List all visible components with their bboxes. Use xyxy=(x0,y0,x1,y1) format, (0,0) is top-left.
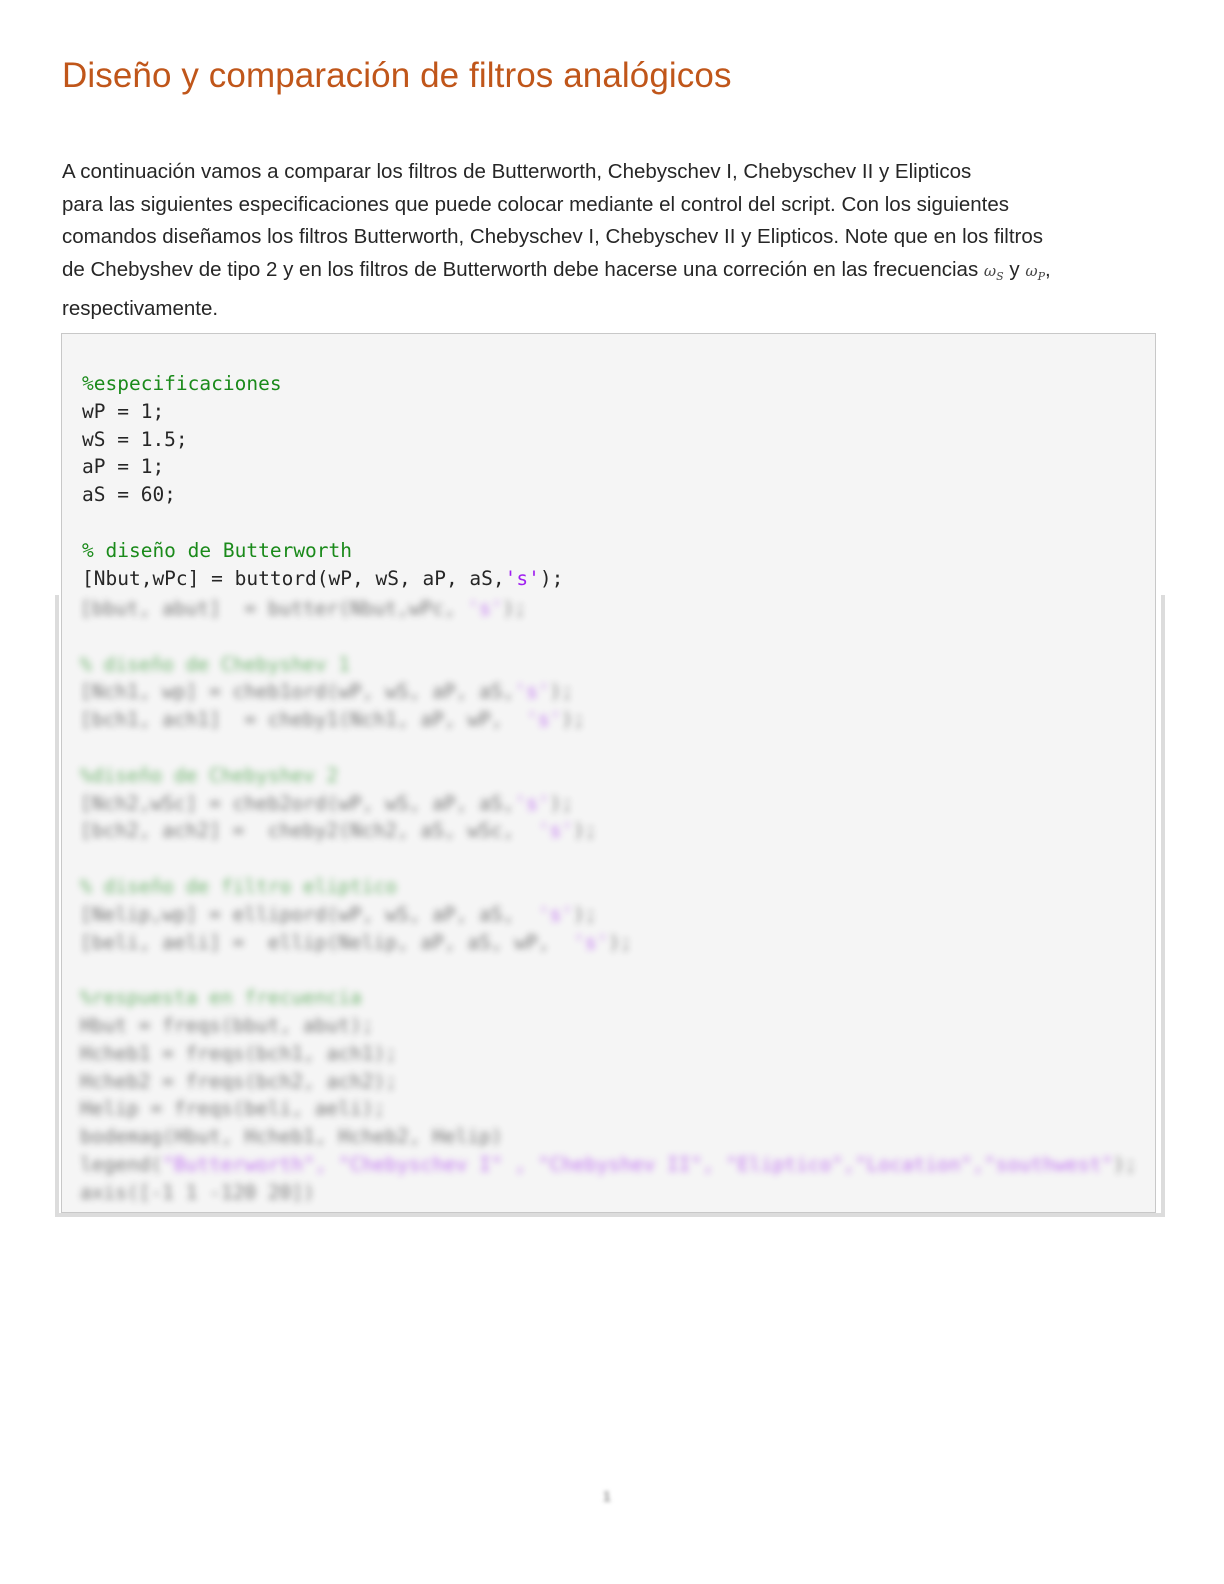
omega-s-symbol: $\omega_S$ xyxy=(983,261,1004,283)
code-line: bodemag(Hbut, Hcheb1, Hcheb2, Helip) xyxy=(80,1125,503,1149)
paragraph-text: y xyxy=(1003,257,1026,281)
code-listing xyxy=(82,370,563,592)
code-line: [Nch1, wp] = cheb1ord(wP, wS, aP, aS,'s'); xyxy=(80,680,574,704)
code-line: [beli, aeli] = ellip(Nelip, aP, aS, wP, 's'); xyxy=(80,930,632,954)
code-blank xyxy=(80,734,1137,762)
paragraph-line: respectivamente. xyxy=(62,297,219,320)
code-comment: %especificaciones xyxy=(82,372,282,395)
code-blank xyxy=(82,509,563,537)
code-line: [bch1, ach1] = cheby1(Nch1, aP, wP, 's'); xyxy=(80,708,585,732)
code-comment: % diseño de Butterworth xyxy=(82,538,353,562)
intro-paragraph xyxy=(62,156,1162,326)
code-line: [Nbut,wPc] = buttord(wP, wS, aP, aS,'s'); xyxy=(82,566,564,590)
code-line: legend("Butterworth", "Chebyschev I" , "Chebyshev II", "Eliptico","Location","southwest"); xyxy=(80,1152,1137,1176)
code-blank xyxy=(80,845,1137,873)
page-title: Diseño y comparación de filtros analógicos xyxy=(62,56,732,95)
code-line: aS = 60; xyxy=(82,483,176,507)
code-line: wS = 1.5; xyxy=(82,427,188,451)
paragraph-line: A continuación vamos a comparar los filtros de Butterworth, Chebyschev I, Chebyschev II y Elipticos xyxy=(62,160,972,183)
code-comment: % diseño de filtro eliptico xyxy=(80,874,397,898)
page-number: 1 xyxy=(603,1488,611,1504)
code-line: axis([-1 1 -120 20]) xyxy=(80,1180,315,1204)
code-line: [bch2, ach2] = cheby2(Nch2, aS, wSc, 's'); xyxy=(80,819,597,843)
code-line: [bbut, abut] = butter(Nbut,wPc, 's'); xyxy=(80,597,527,620)
code-blank xyxy=(80,623,1137,651)
code-comment: %respuesta en frecuencia xyxy=(80,986,362,1010)
omega-p-symbol: $\omega_P$ xyxy=(1025,261,1045,283)
code-line: Hcheb2 = freqs(bch2, ach2); xyxy=(80,1069,397,1093)
code-blank xyxy=(80,956,1137,984)
code-line: aP = 1; xyxy=(82,455,165,479)
code-comment: %diseño de Chebyshev 2 xyxy=(80,763,339,787)
paragraph-line: de Chebyshev de tipo 2 y en los filtros de Butterworth debe hacerse una correción en las frecuencias $\omega_S$ y $\omega_P$, xyxy=(62,257,1051,283)
code-line: [Nch2,wSc] = cheb2ord(wP, wS, aP, aS,'s'); xyxy=(80,791,574,815)
blurred-code-listing xyxy=(80,595,1137,1207)
code-line: [Nelip,wp] = ellipord(wP, wS, aP, aS, 's'); xyxy=(80,902,597,926)
paragraph-text: de Chebyshev de tipo 2 y en los filtros de Butterworth debe hacerse una correción en las frecuencias xyxy=(62,257,984,281)
code-line: Helip = freqs(beli, aeli); xyxy=(80,1097,386,1121)
code-line: Hcheb1 = freqs(bch1, ach1); xyxy=(80,1041,397,1065)
code-line: wP = 1; xyxy=(82,399,165,423)
code-line: Hbut = freqs(bbut, abut); xyxy=(80,1013,374,1037)
code-comment: % diseño de Chebyshev 1 xyxy=(80,652,351,676)
paragraph-line: para las siguientes especificaciones que puede colocar mediante el control del script. Con los siguientes xyxy=(62,192,1009,216)
paragraph-line: comandos diseñamos los filtros Butterworth, Chebyschev I, Chebyschev II y Elipticos. Note que en los filtros xyxy=(62,225,1044,248)
